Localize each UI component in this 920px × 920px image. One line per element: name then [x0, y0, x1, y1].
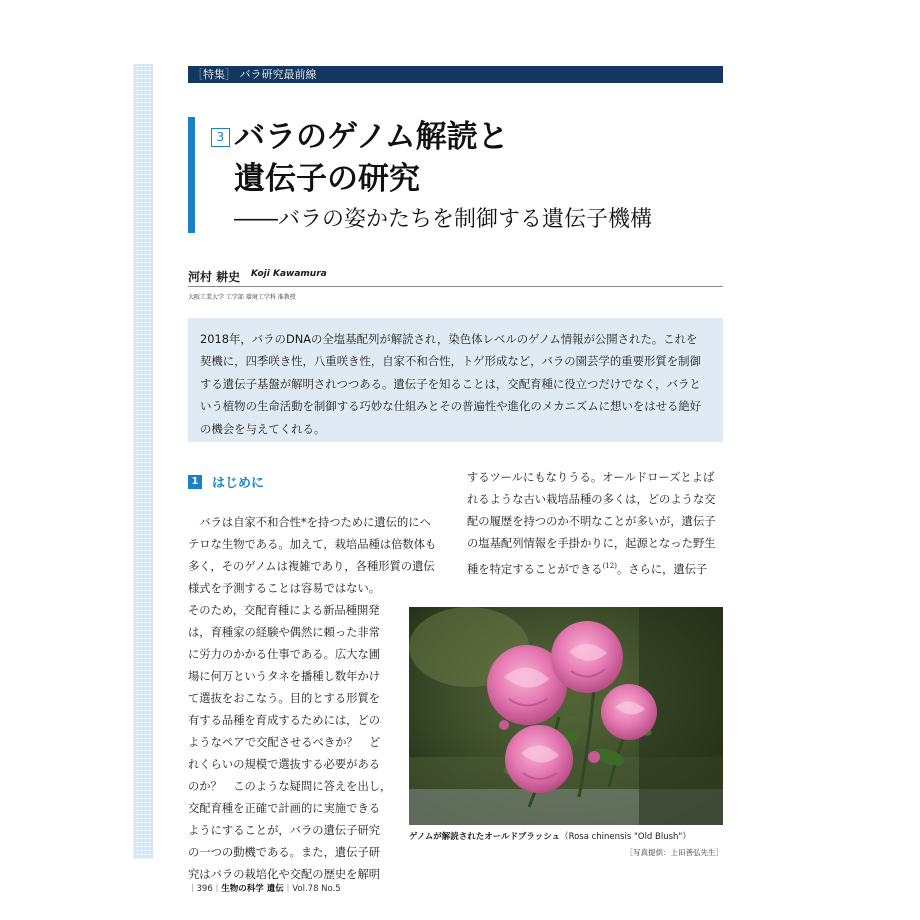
rose-flower	[551, 621, 623, 693]
rose-photo	[409, 607, 723, 825]
journal-volume: Vol.78 No.5	[292, 884, 341, 894]
abstract-text: 2018年，バラのDNAの全塩基配列が解読され，染色体レベルのゲノム情報が公開された。これを 契機に，四季咲き性，八重咲き性，自家不和合性，トゲ形成など，バラの園芸学的重要形質を制御 する遺伝子基盤が解明されつつある。遺伝子を知ることは，交配育種に役立つだけでなく，バラと いう植物の生命活動を制御する巧妙な仕組みとその普遍性や進化のメカニズムに想いをはせる絶好 の機会を与えてくれる。	[200, 332, 702, 436]
body-column-2	[467, 467, 727, 581]
page-footer: ｜396｜生物の科学 遺伝｜Vol.78 No.5	[188, 884, 341, 894]
author-affiliation: 大阪工業大学 工学部 環境工学科 准教授	[188, 294, 296, 301]
rose-flower	[601, 684, 657, 740]
section-number-badge: 1	[188, 475, 202, 489]
figure-caption-title: ゲノムが解読されたオールドブラッシュ	[409, 832, 561, 842]
series-tag: 特集	[203, 68, 225, 81]
rose-flower	[505, 725, 573, 793]
reference-marker: (12)	[602, 562, 617, 570]
body-column-1-top	[188, 512, 450, 600]
author-name: 河村 耕史	[188, 270, 241, 284]
article-title	[234, 116, 509, 200]
figure-caption	[409, 830, 691, 842]
body-paragraph: バラは自家不和合性*を持つために遺伝的にヘ テロな生物である。加えて，栽培品種は倍数体も 多く，そのゲノムは複雑であり，各種形質の遺伝 様式を予測することは容易ではない。	[188, 516, 437, 595]
body-paragraph: そのため，交配育種による新品種開発 は，育種家の経験や偶然に頼った非常 に労力のかかる仕事である。広大な圃 場に何万というタネを播種し数年かけ て選抜をおこなう。目的とする形質を 有する品種を育成するためには，どの ようなペアで交配させるべきか？ ど れくらいの規模で選抜する必要がある のか？ このような疑問に答えを出し， 交配育種を正確で計画的に実施できる ようにすることが，バラの遺伝子研究 の一つの動機である。また，遺伝子研 究はバラの栽培化や交配の歴史を解明	[188, 604, 392, 881]
author-divider	[188, 286, 723, 287]
body-column-1-wrap	[188, 600, 406, 886]
title-accent-bar	[188, 117, 195, 233]
abstract-box	[188, 318, 723, 442]
rose-illustration	[409, 607, 723, 825]
article-title-line2: 遺伝子の研究	[234, 161, 420, 197]
figure-caption-latin: （Rosa chinensis "Old Blush"）	[560, 832, 691, 842]
body-paragraph: するツールにもなりうる。オールドローズとよば れるような古い栽培品種の多くは，どのような交 配の履歴を持つのか不明なことが多いが，遺伝子 の塩基配列情報を手掛かりに，起源となった野生 種を特定することができる$^{(12)}$。さらに，遺伝子	[467, 471, 716, 576]
article-title-line1: バラのゲノム解読と	[234, 119, 509, 155]
section-title: はじめに	[212, 476, 265, 491]
journal-name: 生物の科学 遺伝	[221, 884, 284, 894]
photo-credit: ［写真提供：上田善弘先生］	[625, 848, 723, 857]
margin-stripe	[133, 64, 153, 859]
author-name-roman: Koji Kawamura	[251, 269, 327, 279]
series-header-bar: ［特集］ バラ研究最前線	[188, 66, 723, 83]
page-number: 396	[196, 884, 213, 894]
article-number-badge: 3	[211, 128, 230, 147]
series-title: バラ研究最前線	[239, 68, 317, 81]
article-subtitle: ――バラの姿かたちを制御する遺伝子機構	[234, 207, 653, 232]
